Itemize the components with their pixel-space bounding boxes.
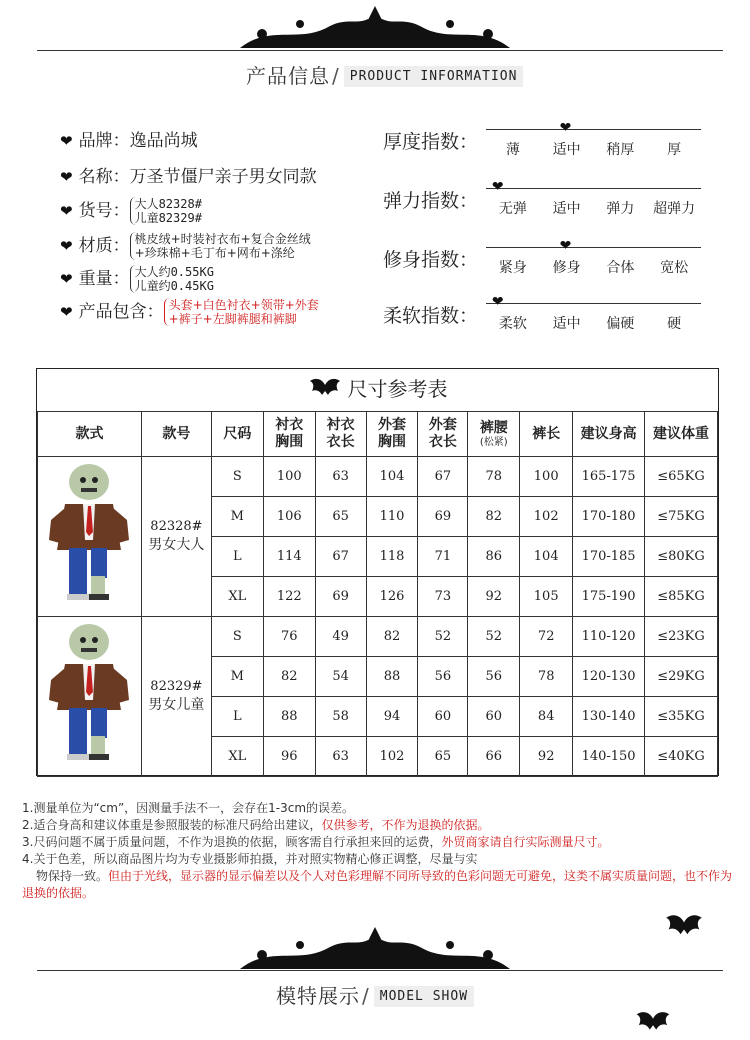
table-cell: 88 xyxy=(263,697,315,737)
material-row: ❤ 材质： 桃皮绒+时装衬衣布+复合金丝绒 +珍珠棉+毛丁布+网布+涤纶 xyxy=(60,232,311,260)
header-pants-length: 裤长 xyxy=(520,412,573,457)
table-cell: 69 xyxy=(418,497,468,537)
table-cell: 170-180 xyxy=(573,497,645,537)
top-ornament xyxy=(0,4,750,52)
table-cell: 130-140 xyxy=(573,697,645,737)
index-label: 厚度指数： xyxy=(383,131,479,153)
index-option: 无弹 xyxy=(498,201,527,217)
table-cell: 104 xyxy=(366,457,418,497)
header-waist: 裤腰 (松紧) xyxy=(468,412,520,457)
product-info-title: 产品信息 / PRODUCT INFORMATION xyxy=(246,60,523,89)
sku-values: 大人82328# 儿童82329# xyxy=(130,197,202,225)
header-height: 建议身高 xyxy=(573,412,645,457)
child-costume-photo xyxy=(38,617,142,777)
table-cell: 54 xyxy=(315,657,366,697)
weight-row: ❤ 重量： 大人约0.55KG 儿童约0.45KG xyxy=(60,265,214,293)
table-cell: 140-150 xyxy=(573,737,645,777)
table-cell: 102 xyxy=(520,497,573,537)
size-table-title: 尺寸参考表 xyxy=(36,368,719,411)
note-2: 2.适合身高和建议体重是参照服装的标准尺码给出建议，仅供参考，不作为退换的依据。 xyxy=(22,818,490,832)
brand-row: ❤ 品牌：逸品尚城 xyxy=(60,131,198,151)
adult-costume-photo xyxy=(38,457,142,617)
index-option: 宽松 xyxy=(660,260,689,276)
index-option: 合体 xyxy=(606,260,635,276)
index-option: 紧身 xyxy=(498,260,527,276)
weight-values: 大人约0.55KG 儿童约0.45KG xyxy=(130,265,214,293)
table-cell: ≤65KG xyxy=(645,457,718,497)
table-cell: 69 xyxy=(315,577,366,617)
table-cell: 175-190 xyxy=(573,577,645,617)
table-cell: 63 xyxy=(315,737,366,777)
table-cell: 100 xyxy=(263,457,315,497)
table-row xyxy=(38,617,718,657)
table-cell: M xyxy=(211,497,263,537)
table-cell: 114 xyxy=(263,537,315,577)
index-option: 适中 xyxy=(552,201,581,217)
index-option: 薄 xyxy=(505,142,520,158)
heart-marker-icon: ❤ xyxy=(491,179,504,195)
size-table xyxy=(37,411,718,777)
table-cell: ≤75KG xyxy=(645,497,718,537)
index-option: 修身 xyxy=(552,260,581,276)
heart-icon: ❤ xyxy=(60,202,73,220)
sku-row: ❤ 货号： 大人82328# 儿童82329# xyxy=(60,197,202,225)
bottom-ornament xyxy=(0,925,750,973)
table-cell: 84 xyxy=(520,697,573,737)
index-option: 偏硬 xyxy=(606,316,635,332)
table-row xyxy=(38,457,718,497)
table-cell: 126 xyxy=(366,577,418,617)
table-cell: L xyxy=(211,537,263,577)
index-option: 稍厚 xyxy=(606,142,635,158)
table-cell: 67 xyxy=(315,537,366,577)
table-cell: 71 xyxy=(418,537,468,577)
table-cell: 110 xyxy=(366,497,418,537)
index-option: 弹力 xyxy=(606,201,635,217)
table-cell: 58 xyxy=(315,697,366,737)
sku-cell: 82328# 男女大人 xyxy=(141,457,211,617)
index-label: 弹力指数： xyxy=(383,190,479,212)
table-cell: ≤29KG xyxy=(645,657,718,697)
table-cell: 120-130 xyxy=(573,657,645,697)
table-cell: 82 xyxy=(468,497,520,537)
index-option: 厚 xyxy=(667,142,682,158)
table-cell: 82 xyxy=(366,617,418,657)
index-label: 柔软指数： xyxy=(383,305,479,327)
table-cell: S xyxy=(211,457,263,497)
table-cell: 66 xyxy=(468,737,520,777)
table-cell: 49 xyxy=(315,617,366,657)
table-cell: 92 xyxy=(468,577,520,617)
notes xyxy=(22,800,742,902)
heart-marker-icon: ❤ xyxy=(559,120,572,136)
table-cell: 110-120 xyxy=(573,617,645,657)
header-coat-length: 外套 衣长 xyxy=(418,412,468,457)
note-3: 3.尺码问题不属于质量问题，不作为退换的依据，顾客需自行承担来回的运费，外贸商家请自行实际测量尺寸。 xyxy=(22,835,610,849)
table-cell: 88 xyxy=(366,657,418,697)
table-cell: 65 xyxy=(418,737,468,777)
table-cell: 78 xyxy=(468,457,520,497)
bat-icon xyxy=(308,377,342,399)
table-cell: 100 xyxy=(520,457,573,497)
table-cell: 60 xyxy=(468,697,520,737)
table-cell: 104 xyxy=(520,537,573,577)
table-cell: 102 xyxy=(366,737,418,777)
table-cell: M xyxy=(211,657,263,697)
name-row: ❤ 名称：万圣节僵尸亲子男女同款 xyxy=(60,167,317,187)
note-1: 1.测量单位为“cm”，因测量手法不一，会存在1-3cm的误差。 xyxy=(22,801,355,815)
table-cell: 73 xyxy=(418,577,468,617)
table-cell: 67 xyxy=(418,457,468,497)
heart-marker-icon: ❤ xyxy=(491,294,504,310)
index-option: 硬 xyxy=(667,316,682,332)
table-cell: 94 xyxy=(366,697,418,737)
table-cell: 96 xyxy=(263,737,315,777)
table-cell: 92 xyxy=(520,737,573,777)
header-shirt-chest: 衬衣 胸围 xyxy=(263,412,315,457)
table-cell: 72 xyxy=(520,617,573,657)
header-weight: 建议体重 xyxy=(645,412,718,457)
table-cell: ≤35KG xyxy=(645,697,718,737)
bat-icon xyxy=(633,1010,673,1034)
table-cell: L xyxy=(211,697,263,737)
note-4: 4.关于色差，所以商品图片均为专业摄影师拍摄，并对照实物精心修正调整，尽量与实 物保持一致。但由于光线，显示器的显示偏差以及个人对色彩理解不同所导致的色彩问题无可避免，这类不属实质量问题，也不作为退换的依据。 xyxy=(22,852,733,900)
table-cell: 60 xyxy=(418,697,468,737)
table-cell: 52 xyxy=(468,617,520,657)
table-cell: S xyxy=(211,617,263,657)
heart-icon: ❤ xyxy=(60,303,73,321)
index-option: 超弹力 xyxy=(653,201,696,217)
package-row: ❤ 产品包含： 头套+白色衬衣+领带+外套 +裤子+左脚裤腿和裤脚 xyxy=(60,298,319,326)
index-option: 适中 xyxy=(552,142,581,158)
header-shirt-length: 衬衣 衣长 xyxy=(315,412,366,457)
table-cell: 86 xyxy=(468,537,520,577)
index-option: 适中 xyxy=(552,316,581,332)
heart-marker-icon: ❤ xyxy=(559,238,572,254)
table-cell: 52 xyxy=(418,617,468,657)
header-size: 尺码 xyxy=(211,412,263,457)
table-cell: 56 xyxy=(468,657,520,697)
table-cell: 165-175 xyxy=(573,457,645,497)
table-cell: 106 xyxy=(263,497,315,537)
zombie-figure-image xyxy=(43,460,135,610)
zombie-figure-image xyxy=(43,620,135,770)
table-cell: XL xyxy=(211,737,263,777)
table-cell: 56 xyxy=(418,657,468,697)
heart-icon: ❤ xyxy=(60,237,73,255)
sku-cell: 82329# 男女儿童 xyxy=(141,617,211,777)
header-sku: 款号 xyxy=(141,412,211,457)
table-cell: ≤85KG xyxy=(645,577,718,617)
table-cell: 63 xyxy=(315,457,366,497)
table-cell: ≤23KG xyxy=(645,617,718,657)
table-cell: XL xyxy=(211,577,263,617)
header-coat-chest: 外套 胸围 xyxy=(366,412,418,457)
table-cell: 105 xyxy=(520,577,573,617)
table-cell: 65 xyxy=(315,497,366,537)
table-cell: ≤80KG xyxy=(645,537,718,577)
heart-icon: ❤ xyxy=(60,270,73,288)
heart-icon: ❤ xyxy=(60,132,73,150)
table-cell: 76 xyxy=(263,617,315,657)
table-cell: 82 xyxy=(263,657,315,697)
index-option: 柔软 xyxy=(498,316,527,332)
table-cell: 170-185 xyxy=(573,537,645,577)
index-label: 修身指数： xyxy=(383,249,479,271)
table-cell: 78 xyxy=(520,657,573,697)
heart-icon: ❤ xyxy=(60,168,73,186)
table-cell: 118 xyxy=(366,537,418,577)
table-cell: ≤40KG xyxy=(645,737,718,777)
package-values: 头套+白色衬衣+领带+外套 +裤子+左脚裤腿和裤脚 xyxy=(164,298,319,326)
model-show-title: 模特展示 / MODEL SHOW xyxy=(276,980,474,1009)
header-style: 款式 xyxy=(38,412,142,457)
table-cell: 122 xyxy=(263,577,315,617)
material-values: 桃皮绒+时装衬衣布+复合金丝绒 +珍珠棉+毛丁布+网布+涤纶 xyxy=(130,232,311,260)
